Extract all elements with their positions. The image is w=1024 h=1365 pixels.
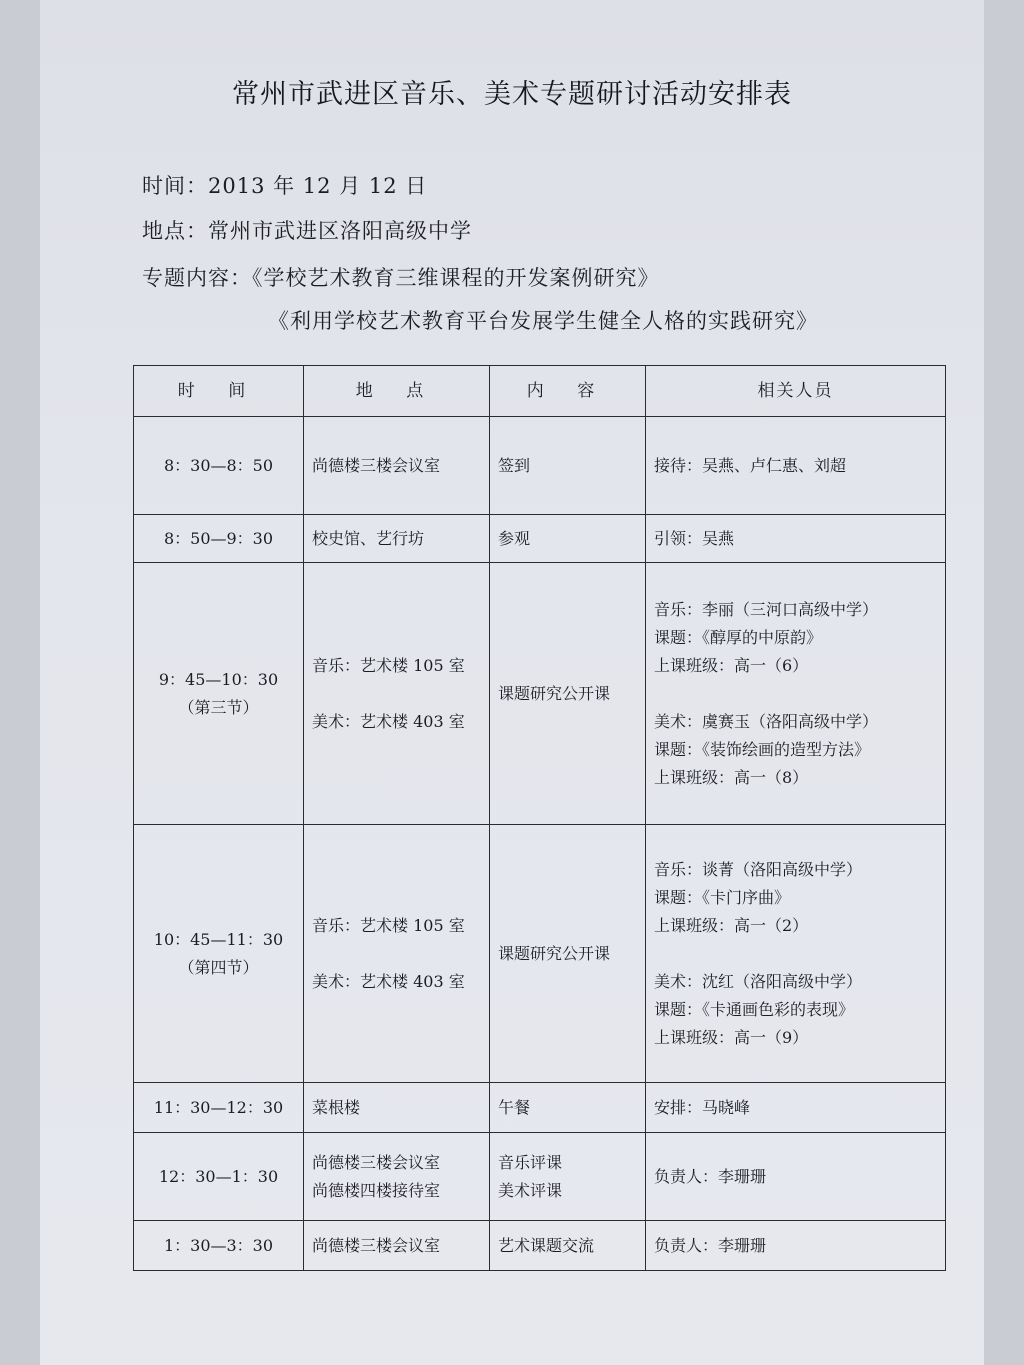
header-content: 内 容	[490, 366, 646, 417]
place-art: 美术：艺术楼 403 室	[312, 971, 465, 991]
schedule-table	[133, 365, 946, 1271]
row-place: 尚德楼三楼会议室	[304, 1221, 490, 1271]
event-date: 时间：2013 年 12 月 12 日	[142, 174, 428, 198]
row-people: 接待：吴燕、卢仁惠、刘超	[646, 417, 946, 515]
art-class: 上课班级：高一（9）	[654, 1027, 809, 1047]
event-topic-2: 《利用学校艺术教育平台发展学生健全人格的实践研究》	[268, 309, 818, 333]
art-topic: 课题：《卡通画色彩的表现》	[654, 999, 855, 1019]
row-people	[646, 563, 946, 825]
row-place	[304, 1133, 490, 1221]
table-row	[134, 825, 946, 1083]
row-place: 尚德楼三楼会议室	[304, 417, 490, 515]
row-place	[304, 563, 490, 825]
event-location: 地点：常州市武进区洛阳高级中学	[142, 219, 472, 243]
row-time: 12：30—1：30	[134, 1133, 304, 1221]
row-time-period: （第四节）	[178, 957, 259, 977]
header-time: 时 间	[134, 366, 304, 417]
document-title: 常州市武进区音乐、美术专题研讨活动安排表	[232, 79, 792, 110]
table-row	[134, 1133, 946, 1221]
row-place: 菜根楼	[304, 1083, 490, 1133]
event-topic-1: 专题内容：《学校艺术教育三维课程的开发案例研究》	[142, 266, 660, 290]
header-place: 地 点	[304, 366, 490, 417]
place-music: 音乐：艺术楼 105 室	[312, 655, 465, 675]
row-content: 签到	[490, 417, 646, 515]
row-content: 艺术课题交流	[490, 1221, 646, 1271]
content-line-2: 美术评课	[498, 1180, 563, 1200]
row-time: 11：30—12：30	[134, 1083, 304, 1133]
table-row	[134, 1083, 946, 1133]
row-time	[134, 563, 304, 825]
row-content: 参观	[490, 515, 646, 563]
music-teacher: 音乐：李丽（三河口高级中学）	[654, 599, 879, 619]
art-teacher: 美术：虞赛玉（洛阳高级中学）	[654, 711, 879, 731]
row-time: 8：50—9：30	[134, 515, 304, 563]
row-people: 引领：吴燕	[646, 515, 946, 563]
music-class: 上课班级：高一（2）	[654, 915, 809, 935]
table-row	[134, 417, 946, 515]
music-teacher: 音乐：谈菁（洛阳高级中学）	[654, 859, 863, 879]
row-content	[490, 1133, 646, 1221]
row-time-period: （第三节）	[178, 697, 259, 717]
music-class: 上课班级：高一（6）	[654, 655, 809, 675]
art-class: 上课班级：高一（8）	[654, 767, 809, 787]
table-row	[134, 515, 946, 563]
row-time	[134, 825, 304, 1083]
row-place: 校史馆、艺行坊	[304, 515, 490, 563]
row-content: 课题研究公开课	[490, 825, 646, 1083]
row-time-range: 9：45—10：30	[158, 669, 279, 689]
row-content: 课题研究公开课	[490, 563, 646, 825]
table-row	[134, 1221, 946, 1271]
row-place	[304, 825, 490, 1083]
content-line-1: 音乐评课	[498, 1152, 563, 1172]
place-music: 音乐：艺术楼 105 室	[312, 915, 465, 935]
row-time-range: 10：45—11：30	[153, 929, 284, 949]
art-teacher: 美术：沈红（洛阳高级中学）	[654, 971, 863, 991]
place-line-2: 尚德楼四楼接待室	[312, 1180, 441, 1200]
table-row	[134, 563, 946, 825]
row-people: 安排：马晓峰	[646, 1083, 946, 1133]
row-people: 负责人：李珊珊	[646, 1221, 946, 1271]
art-topic: 课题：《装饰绘画的造型方法》	[654, 739, 871, 759]
music-topic: 课题：《醇厚的中原韵》	[654, 627, 823, 647]
header-people: 相关人员	[646, 366, 946, 417]
place-art: 美术：艺术楼 403 室	[312, 711, 465, 731]
row-content: 午餐	[490, 1083, 646, 1133]
row-people	[646, 825, 946, 1083]
row-time: 8：30—8：50	[134, 417, 304, 515]
music-topic: 课题：《卡门序曲》	[654, 887, 791, 907]
place-line-1: 尚德楼三楼会议室	[312, 1152, 441, 1172]
row-people: 负责人：李珊珊	[646, 1133, 946, 1221]
row-time: 1：30—3：30	[134, 1221, 304, 1271]
table-header-row	[134, 366, 946, 417]
